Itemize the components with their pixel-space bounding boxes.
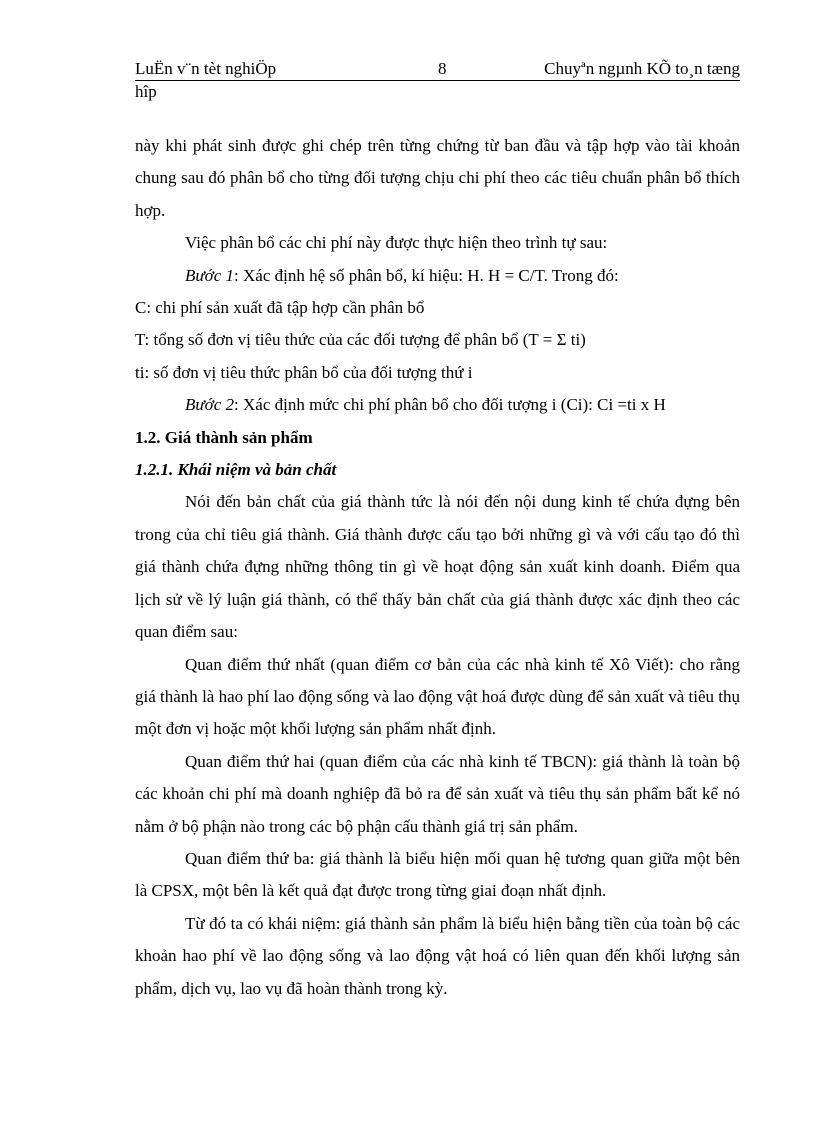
header-major: Chuyªn ngµnh KÕ to¸n tæng: [544, 59, 740, 78]
step-2-text: : Xác định mức chi phí phân bổ cho đối tượng i (Ci): Ci =ti x H: [234, 395, 666, 415]
page-number: 8: [438, 59, 447, 78]
step-1: [135, 260, 740, 292]
paragraph-viewpoint-3: Quan điểm thứ ba: giá thành là biểu hiện mối quan hệ tương quan giữa một bên là CPSX, một bên là kết quả đạt được trong từng giai đoạn nhất định.: [135, 848, 740, 901]
paragraph-allocation-intro: Việc phân bổ các chi phí này được thực hiện theo trình tự sau:: [185, 233, 608, 253]
paragraph-continued: này khi phát sinh được ghi chép trên từng chứng từ ban đầu và tập hợp vào tài khoản chung sau đó phân bổ cho từng đối tượng chịu chi phí theo các tiêu chuẩn phân bổ thích hợp.: [135, 136, 740, 220]
header-thesis-title: LuËn v¨n tèt nghiÖp: [135, 59, 277, 78]
paragraph-nature-of-cost: Nói đến bản chất của giá thành tức là nói đến nội dung kinh tế chứa đựng bên trong của chỉ tiêu giá thành. Giá thành được cấu tạo bởi những gì và với cấu tạo đó thì giá thành chứa đựng những thông tin gì về hoạt động sản xuất kinh doanh. Điểm qua lịch sử về lý luận giá thành, có thể thấy bản chất của giá thành được xác định theo các quan điểm sau:: [135, 492, 740, 642]
step-2-label: Bước 2: [185, 395, 235, 415]
definition-t: T: tổng số đơn vị tiêu thức của các đối tượng để phân bổ (T = Σ ti): [135, 330, 586, 350]
subsection-heading: 1.2.1. Khái niệm và bản chất: [135, 460, 337, 480]
header-major-continuation: hîp: [135, 82, 157, 101]
page-header: [135, 58, 740, 103]
step-1-text: : Xác định hệ số phân bổ, kí hiệu: H. H = C/T. Trong đó:: [234, 265, 619, 285]
paragraph-viewpoint-1: Quan điểm thứ nhất (quan điểm cơ bản của các nhà kinh tế Xô Viết): cho rằng giá thành là hao phí lao động sống và lao động vật hoá được dùng để sản xuất và tiêu thụ một đơn vị hoặc một khối lượng sản phẩm nhất định.: [135, 654, 740, 739]
step-2: [135, 389, 740, 421]
paragraph-definition: Từ đó ta có khái niệm: giá thành sản phẩm là biểu hiện bằng tiền của toàn bộ các khoản hao phí về lao động sống và lao động vật hoá có liên quan đến khối lượng sản phẩm, dịch vụ, lao vụ đã hoàn thành trong kỳ.: [135, 913, 740, 998]
document-body: [135, 130, 740, 1005]
definition-ti: ti: số đơn vị tiêu thức phân bổ của đối tượng thứ i: [135, 362, 473, 382]
step-1-label: Bước 1: [185, 265, 235, 285]
definition-c: C: chi phí sản xuất đã tập hợp cần phân bổ: [135, 298, 425, 318]
header-rule-line: [135, 58, 740, 81]
paragraph-viewpoint-2: Quan điểm thứ hai (quan điểm của các nhà kinh tế TBCN): giá thành là toàn bộ các khoản chi phí mà doanh nghiệp đã bỏ ra để sản xuất và tiêu thụ sản phẩm bất kể nó nằm ở bộ phận nào trong các bộ phận cấu thành giá trị sản phẩm.: [135, 751, 740, 836]
section-heading: 1.2. Giá thành sản phẩm: [135, 427, 313, 447]
